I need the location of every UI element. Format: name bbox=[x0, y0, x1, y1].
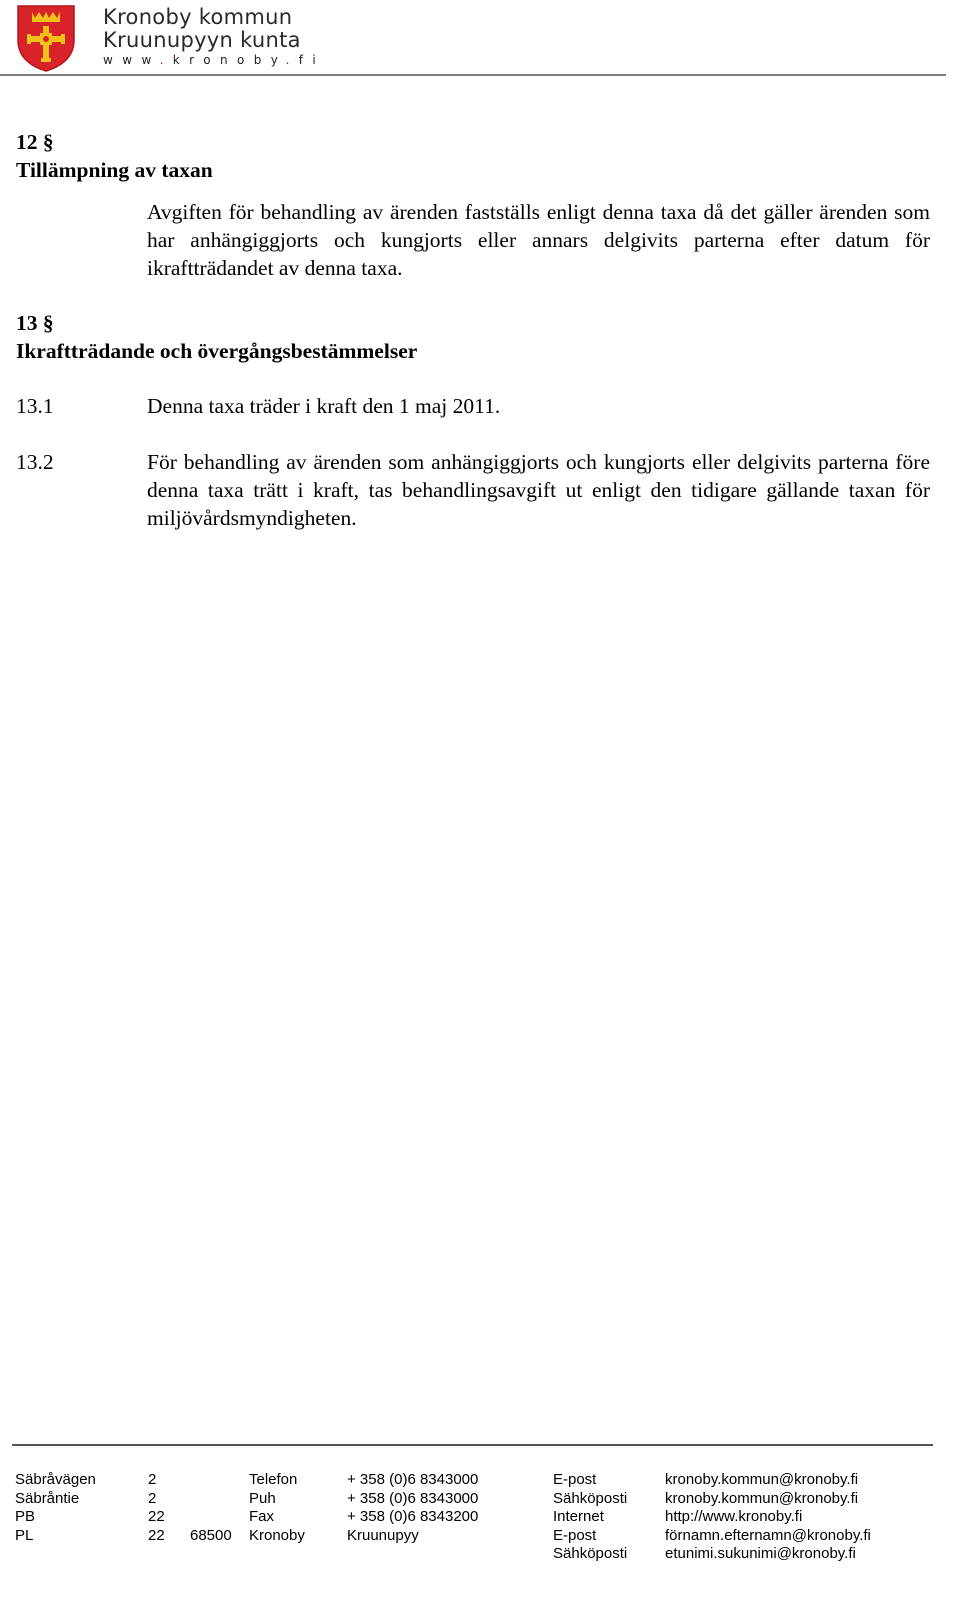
section-paragraph: Avgiften för behandling av ärenden fastställs enligt denna taxa då det gäller ärenden som har anhängiggjorts och kungjorts eller annars delgivits parterna efter datum för ikraftträdandet av denna taxa. bbox=[147, 200, 930, 280]
letterhead bbox=[0, 0, 960, 76]
clause-number: 13.2 bbox=[16, 450, 54, 474]
coat-of-arms-icon bbox=[16, 4, 76, 72]
clause-13-1 bbox=[16, 392, 930, 420]
email-value[interactable]: förnamn.efternamn@kronoby.fi bbox=[665, 1526, 871, 1544]
address-number: 22 bbox=[148, 1526, 165, 1544]
clause-number: 13.1 bbox=[16, 394, 54, 418]
email-value[interactable]: http://www.kronoby.fi bbox=[665, 1508, 803, 1526]
contact-value: + 358 (0)6 8343200 bbox=[347, 1508, 479, 1526]
address-number: 22 bbox=[148, 1508, 165, 1526]
contact-type: Telefon bbox=[249, 1471, 298, 1488]
clause-text: Denna taxa träder i kraft den 1 maj 2011. bbox=[147, 394, 501, 418]
email-label: Sähköposti bbox=[553, 1545, 628, 1563]
section-number: 12 § bbox=[16, 130, 54, 154]
email-value[interactable]: kronoby.kommun@kronoby.fi bbox=[665, 1489, 859, 1507]
address-label: PB bbox=[15, 1508, 36, 1526]
section-title: Ikraftträdande och övergångsbestämmelser bbox=[16, 339, 418, 363]
contact-value: + 358 (0)6 8343000 bbox=[347, 1489, 479, 1507]
contact-value: + 358 (0)6 8343000 bbox=[347, 1471, 479, 1488]
address-number: 2 bbox=[148, 1471, 157, 1488]
email-label: Internet bbox=[553, 1508, 604, 1526]
email-value[interactable]: etunimi.sukunimi@kronoby.fi bbox=[665, 1545, 856, 1563]
contact-type: Fax bbox=[249, 1508, 275, 1526]
footer-divider bbox=[12, 1444, 933, 1446]
header-divider bbox=[0, 74, 946, 76]
org-name-finnish: Kruunupyyn kunta bbox=[103, 28, 301, 52]
contact-type: Puh bbox=[249, 1489, 276, 1507]
email-label: E-post bbox=[553, 1471, 597, 1488]
address-label: Säbråvägen bbox=[15, 1471, 96, 1488]
address-label: Säbråntie bbox=[15, 1489, 80, 1507]
section-12 bbox=[16, 128, 930, 282]
contact-value: Kruunupyy bbox=[347, 1526, 419, 1544]
clause-text: För behandling av ärenden som anhängiggjorts och kungjorts eller delgivits parterna före denna taxa trätt i kraft, tas behandlingsavgift ut enligt den tidigare gällande taxan för miljövårdsmyndigheten. bbox=[147, 450, 930, 530]
section-title: Tillämpning av taxan bbox=[16, 158, 213, 182]
section-13 bbox=[16, 309, 930, 532]
postal-code: 68500 bbox=[190, 1526, 232, 1544]
email-label: Sähköposti bbox=[553, 1489, 628, 1507]
document-body bbox=[16, 128, 930, 532]
website-link[interactable]: www.kronoby.fi bbox=[103, 53, 326, 67]
email-value[interactable]: kronoby.kommun@kronoby.fi bbox=[665, 1471, 859, 1488]
address-label: PL bbox=[15, 1526, 34, 1544]
address-number: 2 bbox=[148, 1489, 157, 1507]
clause-13-2 bbox=[16, 448, 930, 532]
organization-name bbox=[103, 6, 325, 68]
email-label: E-post bbox=[553, 1526, 597, 1544]
contact-type: Kronoby bbox=[249, 1526, 305, 1544]
org-name-swedish: Kronoby kommun bbox=[103, 5, 293, 29]
section-number: 13 § bbox=[16, 311, 54, 335]
